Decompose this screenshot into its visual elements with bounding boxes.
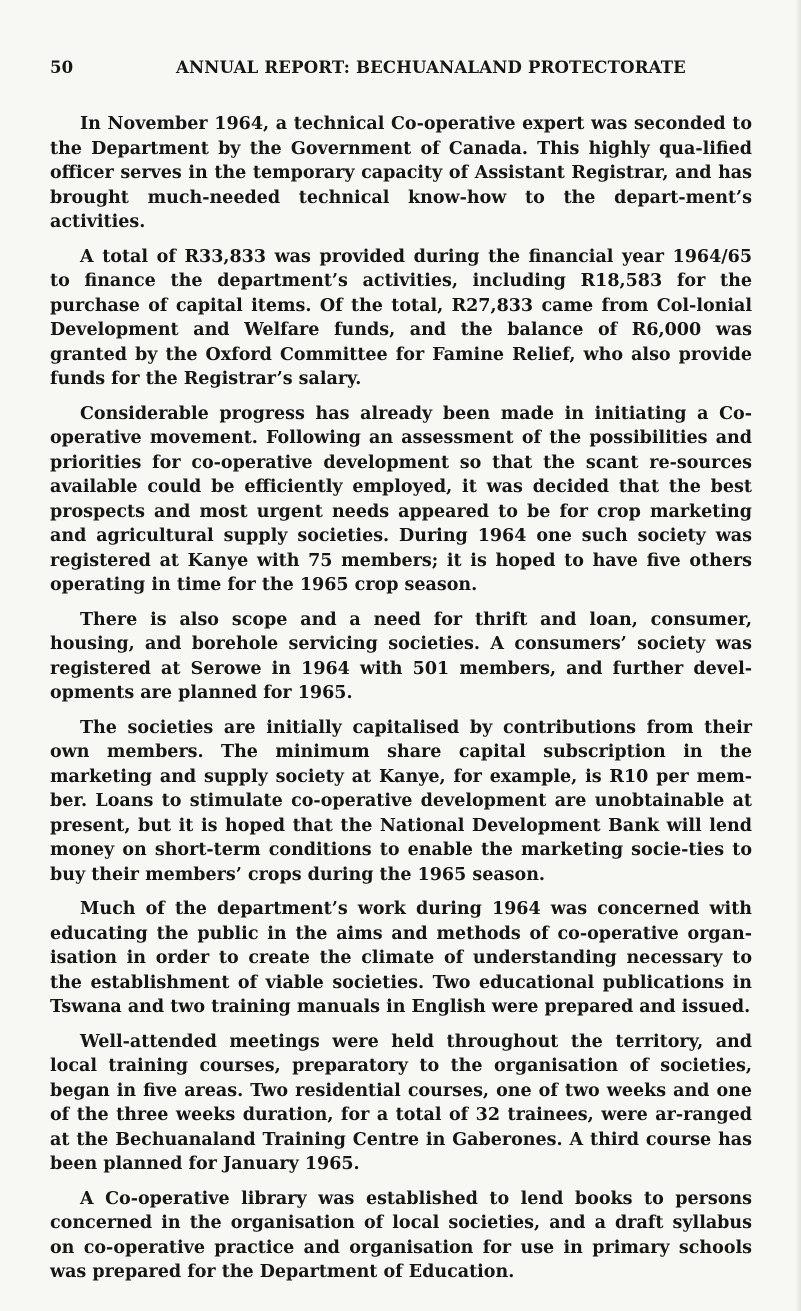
paragraph-education: Much of the department’s work during 1964 was concerned with educating the public in the aims and methods of co-operative organ-isation in order to create the climate of understanding necessary to the establishment of viable societies. Two educational publications in Tswana and two training manuals in English were prepared and issued.	[50, 899, 752, 1017]
page-edge-shadow	[795, 0, 801, 1311]
body-text	[50, 112, 752, 1295]
paragraph-capitalisation: The societies are initially capitalised by contributions from their own members. The minimum share capital subscription in the marketing and supply society at Kanye, for example, is R10 per mem-ber. Loans to stimulate co-operative development are unobtainable at present, but it is hoped that the National Development Bank will lend money on short-term conditions to enable the marketing socie-ties to buy their members’ crops during the 1965 season.	[50, 717, 752, 885]
paragraph-thrift-loan: There is also scope and a need for thrift and loan, consumer, housing, and borehole servicing societies. A consumers’ society was registered at Serowe in 1964 with 501 members, and further devel-opments are planned for 1965.	[50, 609, 752, 703]
paragraph-finance: A total of R33,833 was provided during the financial year 1964/65 to finance the department’s activities, including R18,583 for the purchase of capital items. Of the total, R27,833 came from Col-lonial Development and Welfare funds, and the balance of R6,000 was granted by the Oxford Committee for Famine Relief, who also provide funds for the Registrar’s salary.	[50, 246, 752, 389]
paragraph-progress: Considerable progress has already been made in initiating a Co-operative movement. Following an assessment of the possibilities and priorities for co-operative development so that the scant re-sources available could be efficiently employed, it was decided that the best prospects and most urgent needs appeared to be for crop marketing and agricultural supply societies. During 1964 one such society was registered at Kanye with 75 members; it is hoped to have five others operating in time for the 1965 crop season.	[50, 403, 752, 595]
page-number: 50	[50, 58, 74, 77]
page-header	[50, 58, 750, 82]
paragraph-library: A Co-operative library was established to lend books to persons concerned in the organisation of local societies, and a draft syllabus on co-operative practice and organisation for use in primary schools was prepared for the Department of Education.	[50, 1188, 752, 1282]
paragraph-canadian-expert: In November 1964, a technical Co-operative expert was seconded to the Department by the Government of Canada. This highly qua-lified officer serves in the temporary capacity of Assistant Registrar, and has brought much-needed technical know-how to the depart-ment’s activities.	[50, 114, 752, 232]
running-title: ANNUAL REPORT: BECHUANALAND PROTECTORATE	[176, 58, 686, 77]
paragraph-meetings: Well-attended meetings were held throughout the territory, and local training courses, preparatory to the organisation of societies, began in five areas. Two residential courses, one of two weeks and one of the three weeks duration, for a total of 32 trainees, were ar-ranged at the Bechuanaland Training Centre in Gaberones. A third course has been planned for January 1965.	[50, 1031, 752, 1174]
